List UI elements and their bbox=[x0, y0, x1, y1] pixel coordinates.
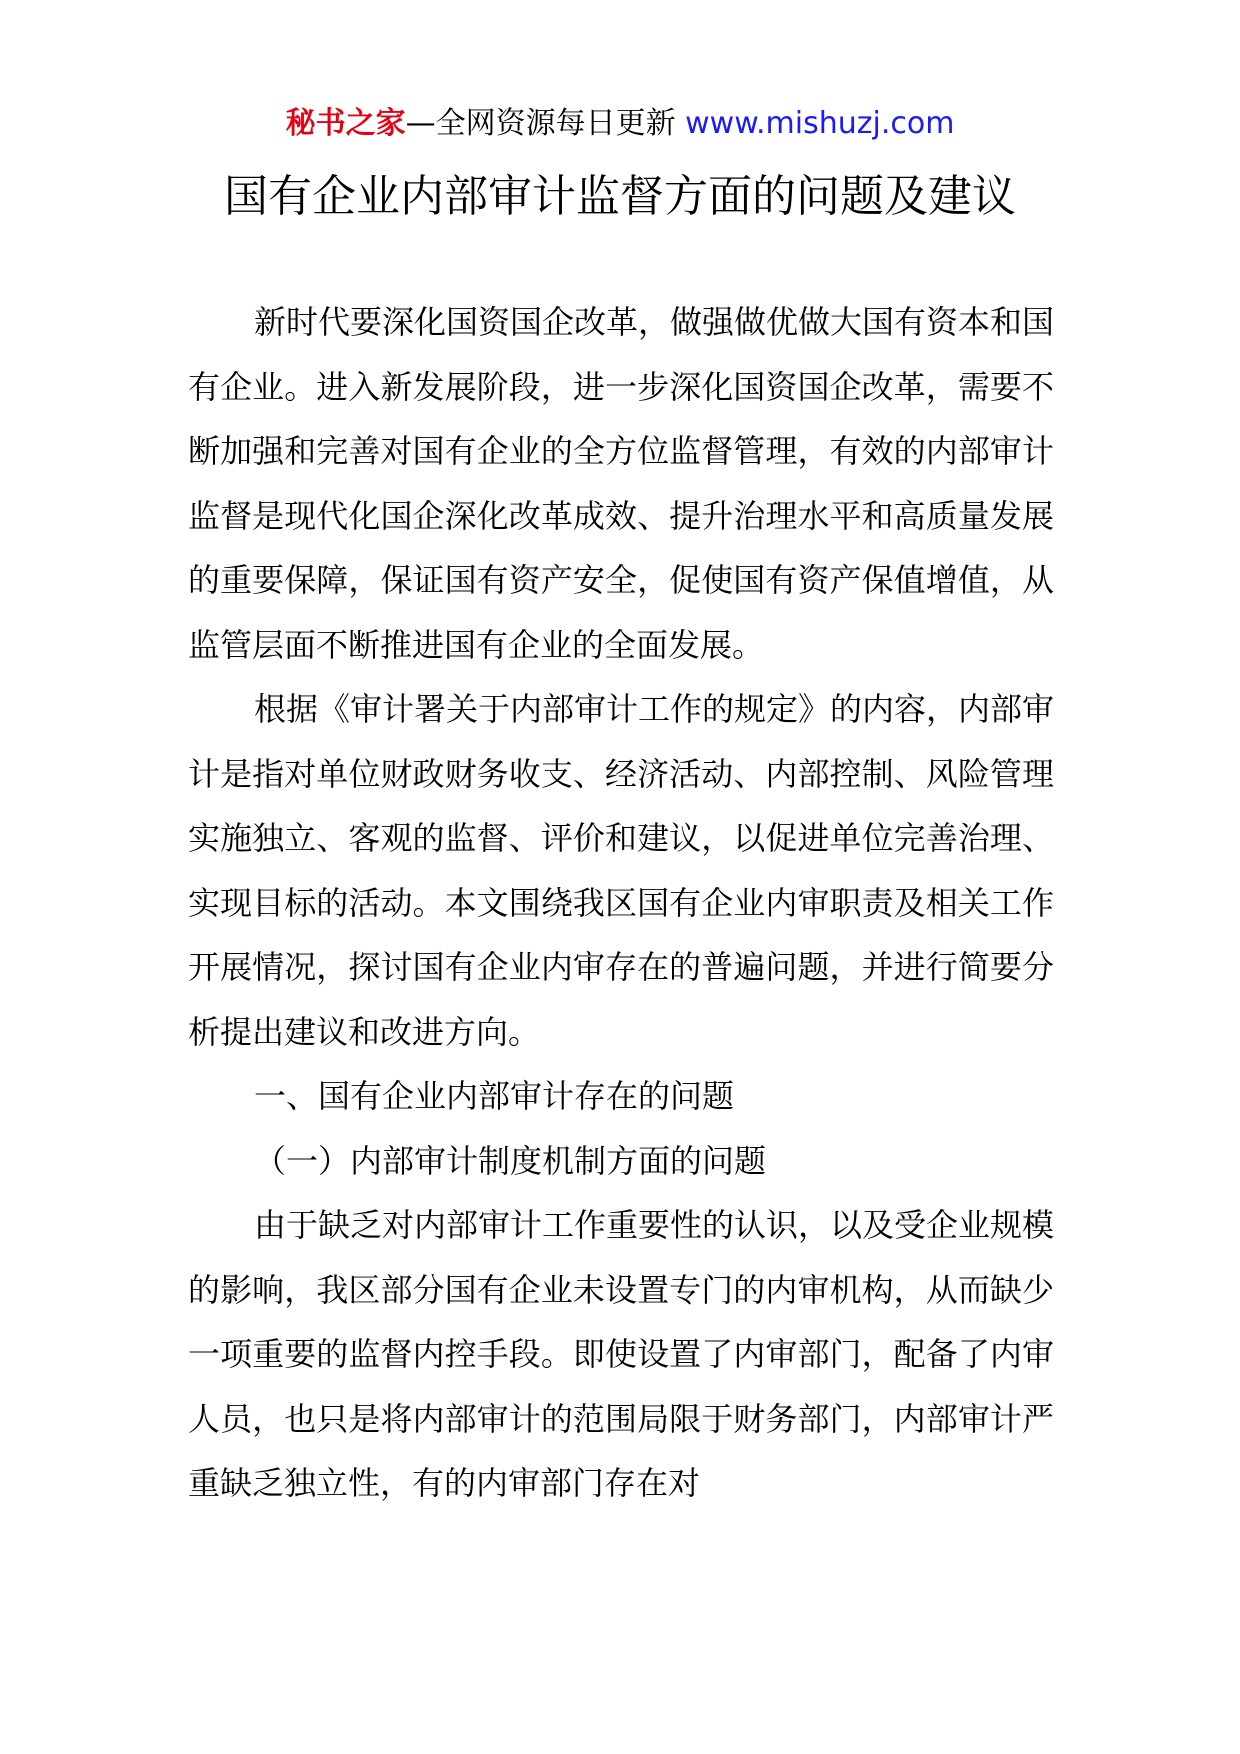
slogan: —全网资源每日更新 bbox=[405, 106, 686, 141]
site-url-link[interactable]: www.mishuzj.com bbox=[685, 106, 955, 141]
document-body bbox=[188, 290, 1054, 1516]
document-title: 国有企业内部审计监督方面的问题及建议 bbox=[224, 171, 1016, 222]
site-header bbox=[0, 100, 1240, 148]
paragraph-definition: 根据《审计署关于内部审计工作的规定》的内容，内部审计是指对单位财政财务收支、经济活动、内部控制、风险管理实施独立、客观的监督、评价和建议，以促进单位完善治理、实现目标的活动。本文围绕我区国有企业内审职责及相关工作开展情况，探讨国有企业内审存在的普遍问题，并进行简要分析提出建议和改进方向。 bbox=[188, 690, 1055, 1051]
paragraph-problem: 由于缺乏对内部审计工作重要性的认识，以及受企业规模的影响，我区部分国有企业未设置专门的内审机构，从而缺少一项重要的监督内控手段。即使设置了内审部门，配备了内审人员，也只是将内部审计的范围局限于财务部门，内部审计严重缺乏独立性，有的内审部门存在对 bbox=[188, 1206, 1055, 1502]
paragraph-intro: 新时代要深化国资国企改革，做强做优做大国有资本和国有企业。进入新发展阶段，进一步深化国资国企改革，需要不断加强和完善对国有企业的全方位监督管理，有效的内部审计监督是现代化国企深化改革成效、提升治理水平和高质量发展的重要保障，保证国有资产安全，促使国有资产保值增值，从监管层面不断推进国有企业的全面发展。 bbox=[188, 303, 1055, 664]
brand-name: 秘书之家 bbox=[285, 106, 406, 141]
subsection-heading: （一）内部审计制度机制方面的问题 bbox=[254, 1141, 767, 1180]
section-heading: 一、国有企业内部审计存在的问题 bbox=[254, 1077, 735, 1115]
